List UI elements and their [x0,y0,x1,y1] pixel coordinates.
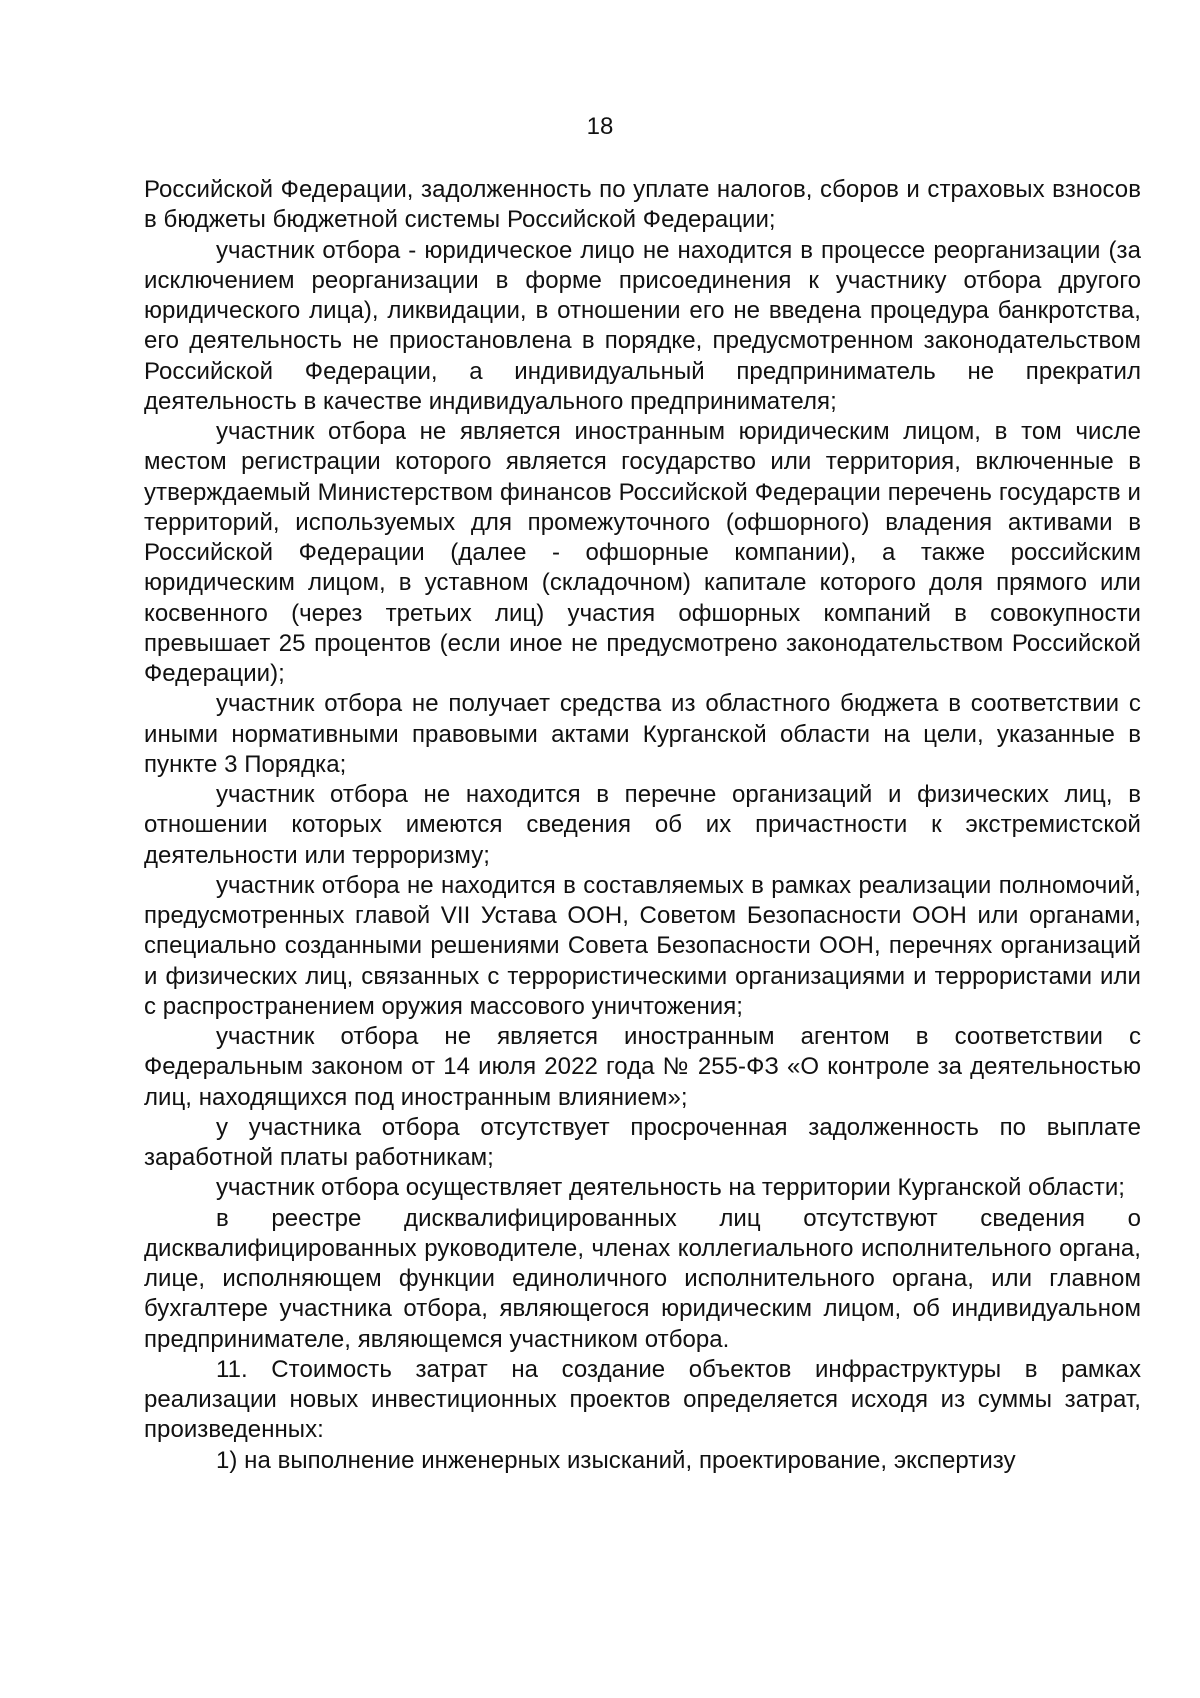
paragraph-disqualified-registry: в реестре дисквалифицированных лиц отсутствуют сведения о дисквалифицированных руководителе, членах коллегиального исполнительного органа, лице, исполняющем функции единоличного исполнительного органа, или главном бухгалтере участника отбора, являющегося юридическим лицом, об индивидуальном предпринимателе, являющемся участником отбора. [144,1204,1141,1353]
paragraph-wage-arrears: у участника отбора отсутствует просроченная задолженность по выплате заработной платы работникам; [144,1113,1141,1171]
document-body [144,175,1141,1476]
paragraph-un-lists: участник отбора не находится в составляемых в рамках реализации полномочий, предусмотренных главой VII Устава ООН, Советом Безопасности ООН или органами, специально созданными решениями Совета Безопасности ООН, перечнях организаций и физических лиц, связанных с террористическими организациями и террористами или с распространением оружия массового уничтожения; [144,871,1141,1020]
page-number: 18 [586,113,614,140]
paragraph-subitem-1: 1) на выполнение инженерных изысканий, проектирование, экспертизу [216,1446,1016,1474]
paragraph-extremism-list: участник отбора не находится в перечне организаций и физических лиц, в отношении которых имеются сведения об их причастности к экстремистской деятельности или терроризму; [144,781,1141,869]
paragraph-kurgan-activity: участник отбора осуществляет деятельность на территории Курганской области; [216,1174,1126,1202]
paragraph-item-11: 11. Стоимость затрат на создание объектов инфраструктуры в рамках реализации новых инвестиционных проектов определяется исходя из суммы затрат, произведенных: [144,1355,1141,1444]
paragraph-foreign-agent: участник отбора не является иностранным агентом в соответствии с Федеральным законом от 14 июля 2022 года № 255-ФЗ «О контроле за деятельностью лиц, находящихся под иностранным влиянием»; [144,1023,1141,1111]
paragraph-offshore: участник отбора не является иностранным юридическим лицом, в том числе местом регистрации которого является государство или территория, включенные в утверждаемый Министерством финансов Российской Федерации перечень государств и территорий, используемых для промежуточного (офшорного) владения активами в Российской Федерации (далее - офшорные компании), а также российским юридическим лицом, в уставном (складочном) капитале которого доля прямого или косвенного (через третьих лиц) участия офшорных компаний в совокупности превышает 25 процентов (если иное не предусмотрено законодательством Российской Федерации); [144,418,1141,687]
paragraph-continuation: Российской Федерации, задолженность по уплате налогов, сборов и страховых взносов в бюджеты бюджетной системы Российской Федерации; [144,176,1141,234]
paragraph-regional-budget: участник отбора не получает средства из областного бюджета в соответствии с иными нормативными правовыми актами Курганской области на цели, указанные в пункте 3 Порядка; [144,690,1141,778]
paragraph-reorganization: участник отбора - юридическое лицо не находится в процессе реорганизации (за исключением реорганизации в форме присоединения к участнику отбора другого юридического лица), ликвидации, в отношении его не введена процедура банкротства, его деятельность не приостановлена в порядке, предусмотренном законодательством Российской Федерации, а индивидуальный предприниматель не прекратил деятельность в качестве индивидуального предпринимателя; [144,236,1141,415]
